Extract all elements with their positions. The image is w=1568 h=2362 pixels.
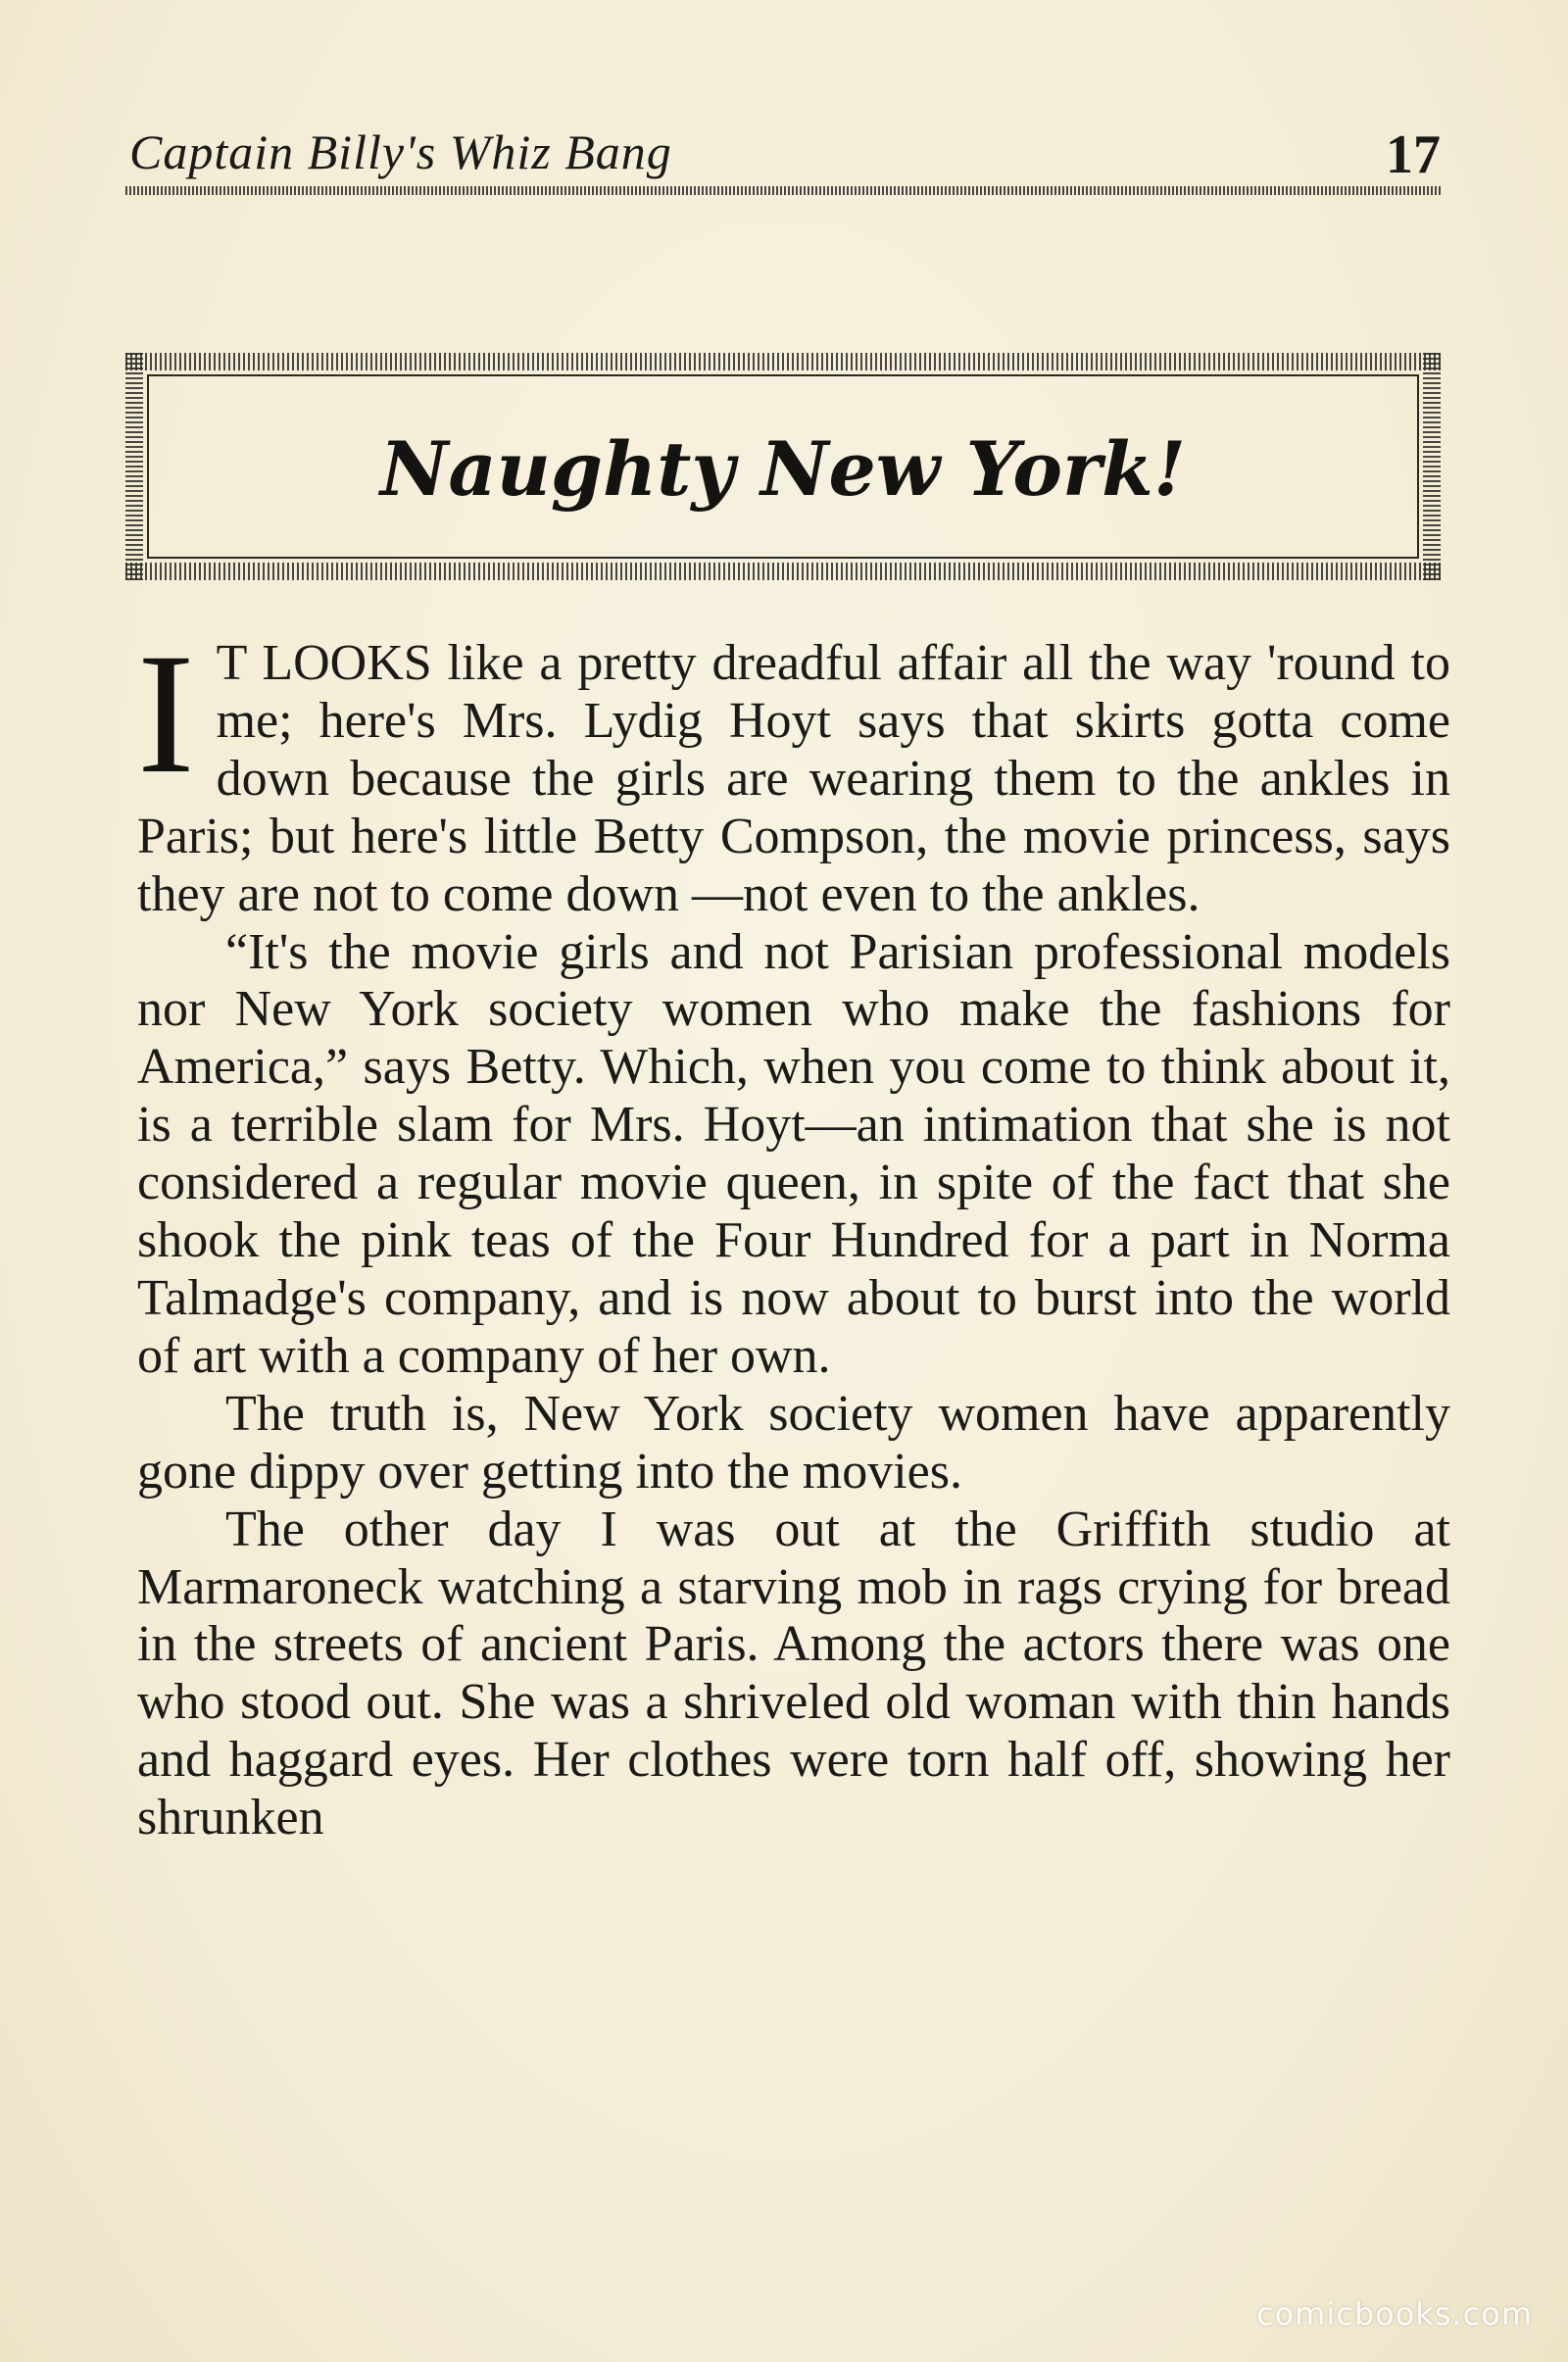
paragraph-4: The other day I was out at the Griffith studio at Marmaroneck watching a starving mob in rags crying for bread in the streets of ancient Paris. Among the actors there was one who stood out. She was a shriveled old woman with thin hands and haggard eyes. Her clothes were torn half off, showing her shrunken <box>137 1501 1450 1846</box>
article-title: Naughty New York! <box>379 425 1187 513</box>
paragraph-2: “It's the movie girls and not Parisian professional models nor New York society women who make the fashions for America,” says Betty. Which, when you come to think about it, is a terrible slam for Mrs. Hoyt—an intimation that she is not considered a regular movie queen, in spite of the fact that she shook the pink teas of the Four Hundred for a part in Norma Talmadge's company, and is now about to burst into the world of art with a company of her own. <box>137 923 1450 1384</box>
paragraph-1-text: T LOOKS like a pretty dreadful affair all the way 'round to me; here's Mrs. Lydig Hoyt says that skirts gotta come down because the girls are wearing them to the ankles in Paris; but here's little Betty Compson, the movie princess, says they are not to come down —not even to the ankles. <box>137 635 1450 922</box>
drop-cap: I <box>137 618 195 810</box>
title-box-border-top <box>125 353 1441 370</box>
paragraph-3: The truth is, New York society women have apparently gone dippy over getting into the movies. <box>137 1385 1450 1500</box>
source-watermark: comicbooks.com <box>1255 2295 1533 2333</box>
page-number: 17 <box>1386 124 1441 185</box>
title-box-border-bottom <box>125 563 1441 580</box>
title-box <box>125 353 1441 580</box>
header-rule <box>125 186 1441 195</box>
magazine-title: Captain Billy's Whiz Bang <box>129 124 672 179</box>
running-head <box>129 123 1443 192</box>
paragraph-1 <box>137 618 1450 924</box>
article-body <box>137 618 1450 1847</box>
